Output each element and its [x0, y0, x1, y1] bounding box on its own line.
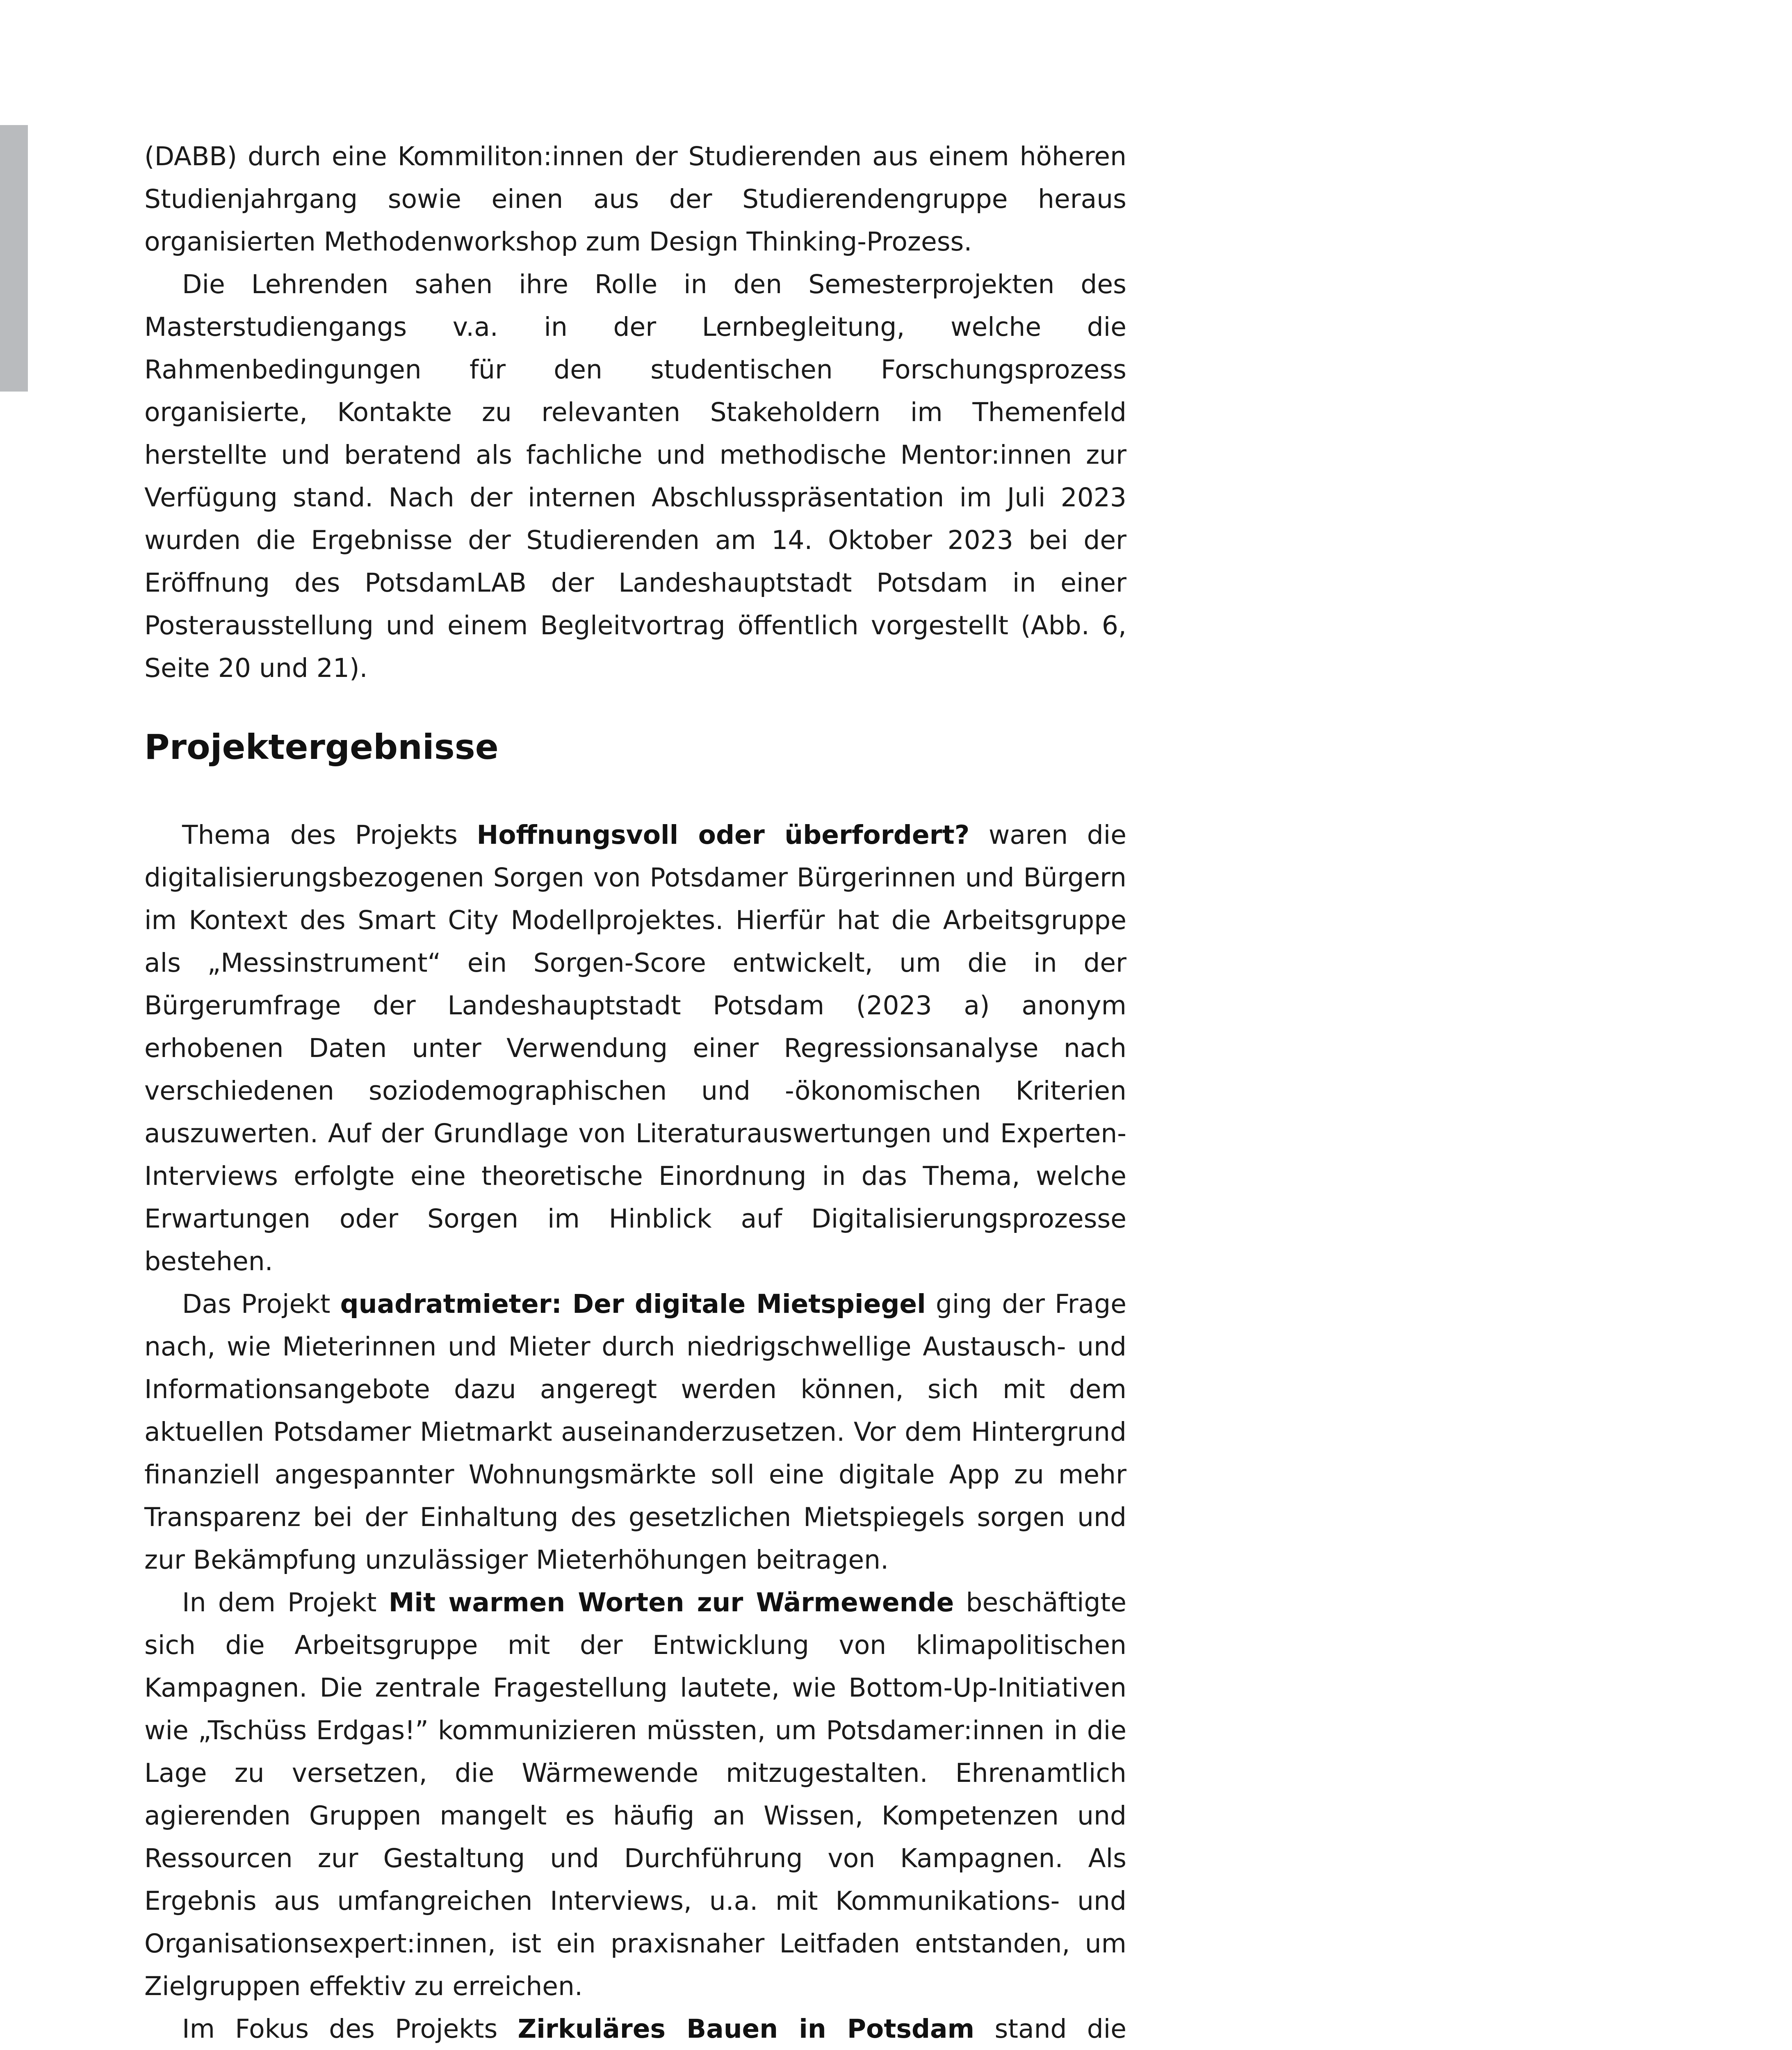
project-2-body: ging der Frage nach, wie Mieterinnen und Mieter durch niedrigschwellige Austausch- und Informationsangebote dazu angeregt werden können, sich mit dem aktuellen Potsdamer Mietmarkt auseinanderzusetzen. Vor dem Hintergrund finanziell angespannter Wohnungsmärkte soll eine digitale App zu mehr Transparenz bei der Einhaltung des gesetzlichen Mietspiegels sorgen und zur Bekämpfung unzulässiger Mieterhöhungen beitragen.: [144, 1289, 1126, 1575]
project-1-lead: Thema des Projekts: [182, 820, 477, 850]
intro-text-block: [144, 135, 1126, 690]
project-paragraph-4: [144, 2008, 1126, 2050]
results-text-block: [144, 814, 1126, 2050]
intro-paragraph-1: (DABB) durch eine Kommiliton:innen der Studierenden aus einem höheren Studienjahrgang sowie einen aus der Studierendengruppe heraus organisierten Methodenworkshop zum Design Thinking-Prozess.: [144, 141, 1126, 257]
project-4-title: Zirkuläres Bauen in Potsdam: [518, 2014, 975, 2044]
chapter-margin-tab: [0, 125, 28, 392]
project-3-lead: In dem Projekt: [182, 1588, 389, 1617]
project-3-body: beschäftigte sich die Arbeitsgruppe mit der Entwicklung von klimapolitischen Kampagnen. Die zentrale Fragestellung lautete, wie Bottom-Up-Initiativen wie „Tschüss Erdgas!” kommunizieren müssten, um Potsdamer:innen in die Lage zu versetzen, die Wärmewende mitzugestalten. Ehrenamtlich agierenden Gruppen mangelt es häufig an Wissen, Kompetenzen und Ressourcen zur Gestaltung und Durchführung von Kampagnen. Als Ergebnis aus umfangreichen Interviews, u.a. mit Kommunikations- und Organisationsexpert:innen, ist ein praxisnaher Leitfaden entstanden, um Zielgruppen effektiv zu erreichen.: [144, 1588, 1126, 2001]
project-1-body: waren die digitalisierungsbezogenen Sorgen von Potsdamer Bürgerinnen und Bürgern im Kontext des Smart City Modellprojektes. Hierfür hat die Arbeitsgruppe als „Messinstrument“ ein Sorgen-Score entwickelt, um die in der Bürgerumfrage der Landeshauptstadt Potsdam (2023 a) anonym erhobenen Daten unter Verwendung einer Regressionsanalyse nach verschiedenen soziodemographischen und -ökonomischen Kriterien auszuwerten. Auf der Grundlage von Literaturauswertungen und Experten-Interviews erfolgte eine theoretische Einordnung in das Thema, welche Erwartungen oder Sorgen im Hinblick auf Digitalisierungsprozesse bestehen.: [144, 820, 1126, 1276]
section-heading-wrap: [144, 726, 1126, 768]
project-4-body: stand die: [994, 2014, 1126, 2044]
intro-paragraph-2: Die Lehrenden sahen ihre Rolle in den Semesterprojekten des Masterstudiengangs v.a. in der Lernbegleitung, welche die Rahmenbedingungen für den studentischen Forschungsprozess organisierte, Kontakte zu relevanten Stakeholdern im Themenfeld herstellte und beratend als fachliche und methodische Mentor:innen zur Verfügung stand. Nach der internen Abschlusspräsentation im Juli 2023 wurden die Ergebnisse der Studierenden am 14. Oktober 2023 bei der Eröffnung des PotsdamLAB der Landeshauptstadt Potsdam in einer Posterausstellung und einem Begleitvortrag öffentlich vorgestellt (Abb. 6, Seite 20 und 21).: [144, 269, 1126, 683]
project-2-lead: Das Projekt: [182, 1289, 340, 1319]
project-3-title: Mit warmen Worten zur Wärmewende: [388, 1588, 954, 1617]
project-4-lead: Im Fokus des Projekts: [182, 2014, 518, 2044]
project-2-title: quadratmieter: Der digitale Mietspiegel: [340, 1289, 926, 1319]
section-heading: Projektergebnisse: [144, 727, 499, 767]
project-paragraph-1: [144, 814, 1126, 1283]
project-paragraph-3: [144, 1581, 1126, 2008]
project-1-title: Hoffnungsvoll oder überfordert?: [476, 820, 970, 850]
project-paragraph-2: [144, 1283, 1126, 1581]
